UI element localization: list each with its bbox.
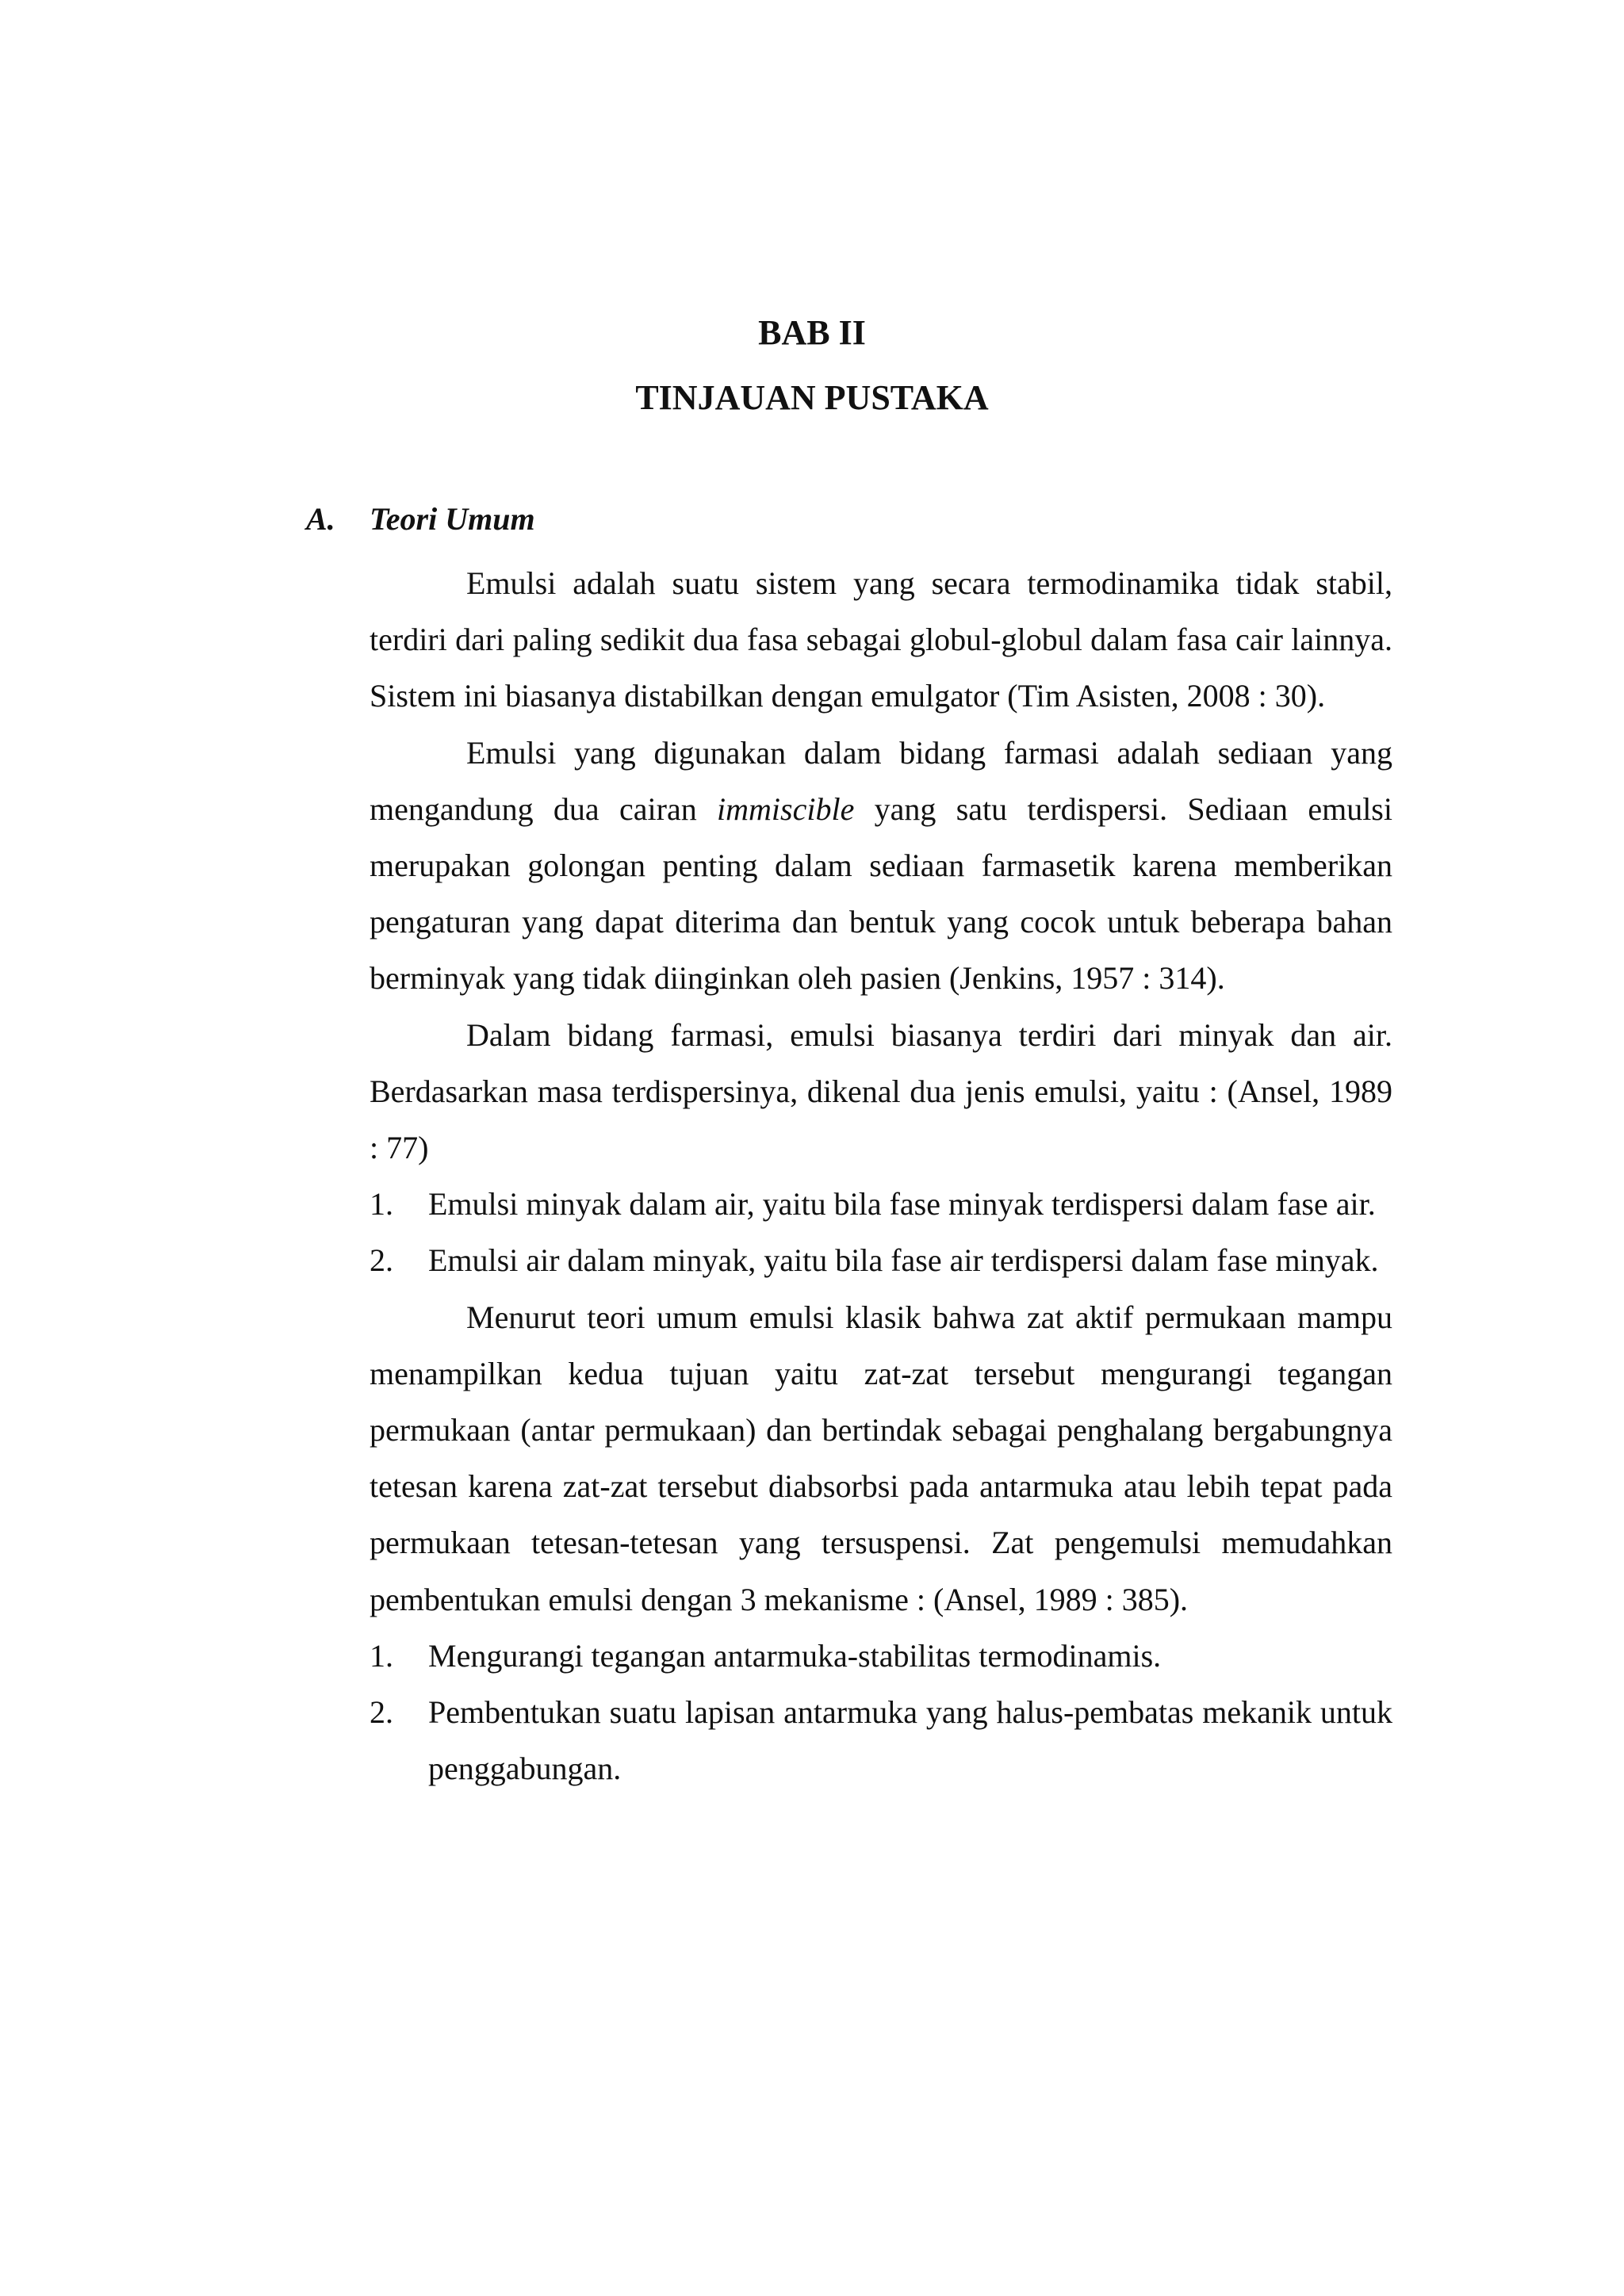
list-item xyxy=(370,1628,1392,1684)
paragraph: Dalam bidang farmasi, emulsi biasanya terdiri dari minyak dan air. Berdasarkan masa terdispersinya, dikenal dua jenis emulsi, yaitu : (Ansel, 1989 : 77) xyxy=(370,1016,1392,1166)
paragraph: Menurut teori umum emulsi klasik bahwa zat aktif permukaan mampu menampilkan kedua tujuan yaitu zat-zat tersebut mengurangi tegangan permukaan (antar permukaan) dan bertindak sebagai penghalang bergabungnya tetesan karena zat-zat tersebut diabsorbsi pada antarmuka atau lebih tepat pada permukaan tetesan-tetesan yang tersuspensi. Zat pengemulsi memudahkan pembentukan emulsi dengan 3 mekanisme : (Ansel, 1989 : 385). xyxy=(370,1299,1392,1617)
list-number: 2. xyxy=(370,1694,393,1731)
mechanisms-list xyxy=(370,1628,1392,1797)
list-number: 1. xyxy=(370,1186,393,1223)
chapter-number: BAB II xyxy=(758,313,866,352)
list-item xyxy=(370,1176,1392,1232)
paragraph: Emulsi adalah suatu sistem yang secara termodinamika tidak stabil, terdiri dari paling sedikit dua fasa sebagai globul-globul dalam fasa cair lainnya. Sistem ini biasanya distabilkan dengan emulgator (Tim Asisten, 2008 : 30). xyxy=(370,565,1392,714)
list-item-text: Emulsi air dalam minyak, yaitu bila fase air terdispersi dalam fase minyak. xyxy=(428,1242,1379,1279)
paragraph-text: yang satu terdispersi. Sediaan emulsi merupakan golongan penting dalam sediaan farmasetik karena memberikan pengaturan yang dapat diterima dan bentuk yang cocok untuk beberapa bahan berminyak yang tidak diinginkan oleh pasien (Jenkins, 1957 : 314). xyxy=(370,790,1392,997)
list-item xyxy=(370,1684,1392,1797)
list-number: 1. xyxy=(370,1637,393,1674)
list-item-text: Mengurangi tegangan antarmuka-stabilitas termodinamis. xyxy=(428,1637,1162,1674)
list-item-text: Emulsi minyak dalam air, yaitu bila fase minyak terdispersi dalam fase air. xyxy=(428,1186,1376,1223)
list-item xyxy=(370,1232,1392,1288)
body-text xyxy=(370,555,1392,1797)
list-number: 2. xyxy=(370,1242,393,1279)
emulsion-types-list xyxy=(370,1176,1392,1288)
italic-term: immiscible xyxy=(717,790,855,827)
section-letter: A. xyxy=(306,501,335,537)
chapter-title: TINJAUAN PUSTAKA xyxy=(635,378,989,417)
paragraph-text: Emulsi yang digunakan dalam bidang farmasi adalah sediaan yang mengandung dua cairan xyxy=(370,734,1392,827)
list-item-text: Pembentukan suatu lapisan antarmuka yang halus-pembatas mekanik untuk penggabungan. xyxy=(428,1694,1392,1787)
paragraph xyxy=(370,725,1392,1007)
section-heading xyxy=(306,503,535,535)
section-title: Teori Umum xyxy=(370,501,535,537)
